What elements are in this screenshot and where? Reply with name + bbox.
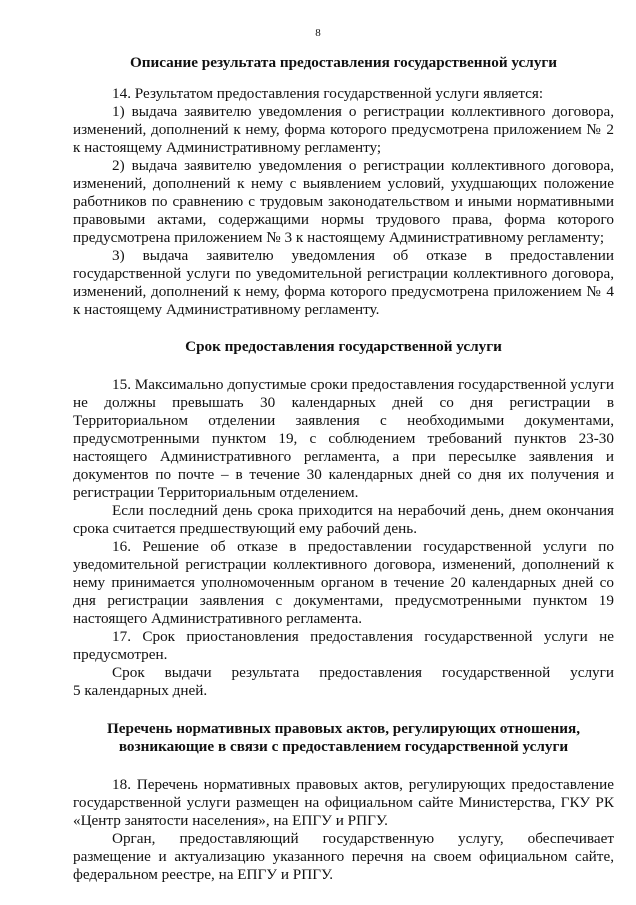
- page-number: 8: [315, 27, 321, 39]
- paragraph-17: 17. Срок приостановления предоставления государственной услуги не предусмотрен.: [73, 628, 614, 663]
- section-title-result: Описание результата предоставления государственной услуги: [129, 54, 558, 71]
- paragraph-issue-term-line2: 5 календарных дней.: [73, 682, 208, 699]
- paragraph-18: 18. Перечень нормативных правовых актов, регулирующих предоставление государственной услуги размещен на официальном сайте Министерства, ГКУ РК «Центр занятости населения», на ЕПГУ и РПГУ.: [73, 776, 614, 829]
- paragraph-15-note: Если последний день срока приходится на нерабочий день, днем окончания срока считается предшествующий ему рабочий день.: [73, 502, 614, 537]
- paragraph-14-item-3: 3) выдача заявителю уведомления об отказе в предоставлении государственной услуги по уведомительной регистрации коллективного договора, изменений, дополнений к нему, форма которого предусмотрена приложением № 4 к настоящему Административному регламенту.: [73, 247, 614, 318]
- paragraph-18-authority: Орган, предоставляющий государственную услугу, обеспечивает размещение и актуализацию указанного перечня на своем официальном сайте, федеральном реестре, на ЕПГУ и РПГУ.: [73, 830, 614, 883]
- paragraph-14-item-2: 2) выдача заявителю уведомления о регистрации коллективного договора, изменений, дополнений к нему с выявлением условий, ухудшающих положение работников по сравнению с трудовым законодательством и иными нормативными правовыми актами, содержащими нормы трудового права, форма которого предусмотрена приложением № 3 к настоящему Административному регламенту;: [73, 157, 614, 246]
- spacer: [73, 356, 614, 376]
- section-title-term: Срок предоставления государственной услуги: [185, 338, 502, 355]
- section-title-legal-acts-line2: возникающие в связи с предоставлением государственной услуги: [118, 738, 569, 755]
- paragraph-issue-term-line1: Срок выдачи результата предоставления государственной услуги: [112, 664, 614, 681]
- paragraph-14-item-1: 1) выдача заявителю уведомления о регистрации коллективного договора, изменений, дополнений к нему, форма которого предусмотрена приложением № 2 к настоящему Административному регламенту;: [73, 103, 614, 156]
- paragraph-15: 15. Максимально допустимые сроки предоставления государственной услуги не должны превышать 30 календарных дней со дня регистрации в Территориальном отделении заявления с необходимыми документами, предусмотренными пунктом 19, с соблюдением требований пунктов 23-30 настоящего Административного регламента, а при пересылке заявления и документов по почте – в течение 30 календарных дней со дня их получения и регистрации Территориальным отделением.: [73, 376, 614, 501]
- spacer: [73, 700, 614, 720]
- section-title-legal-acts-line1: Перечень нормативных правовых актов, регулирующих отношения,: [106, 720, 581, 737]
- spacer: [73, 319, 614, 338]
- document-body: [73, 54, 614, 884]
- spacer: [73, 756, 614, 776]
- paragraph-14: 14. Результатом предоставления государственной услуги является:: [112, 85, 544, 102]
- paragraph-16: 16. Решение об отказе в предоставлении государственной услуги по уведомительной регистрации коллективного договора, изменений, дополнений к нему принимается уполномоченным органом в течение 20 календарных дней со дня регистрации заявления с документами, предусмотренными пунктом 19 настоящего Административного регламента.: [73, 538, 614, 627]
